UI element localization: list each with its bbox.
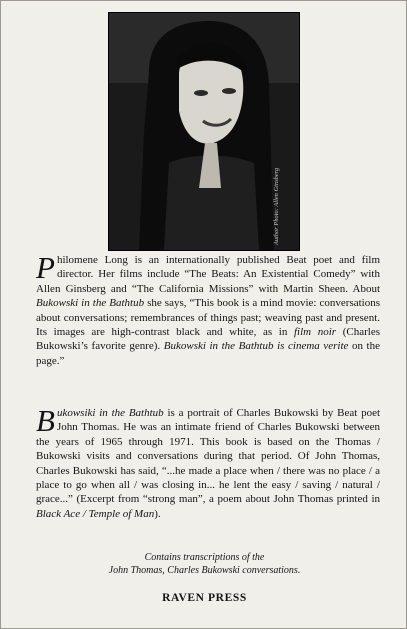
bio-title-2: Bukowski in the Bathtub bbox=[163, 340, 274, 353]
about-source: Black Ace / Temple of Man bbox=[36, 507, 155, 520]
author-photo bbox=[108, 12, 300, 251]
publisher-name: RAVEN PRESS bbox=[162, 592, 247, 604]
about-body: is a portrait of Charles Bukowski by Beat poet John Thomas. He was an intimate friend of Charles Bukowski between the years of 1965 through 1971. This book is based on the Thomas / Bukowski visits and conversations during that period. Of John Thomas, Charles Bukowski has said, “...he made a place when / there was no place / a place to go when all / was closing in... he lent the easy / saving / natural / grace...” (Excerpt from “strong man”, a poem about John Thomas printed in bbox=[36, 407, 381, 506]
contents-line-2: John Thomas, Charles Bukowski conversations. bbox=[108, 565, 301, 576]
bio-title-1: Bukowski in the Bathtub bbox=[36, 297, 145, 310]
bio-mid-2: (Charles Bukowski’s favorite genre). bbox=[36, 326, 380, 353]
bio-end: on the page.” bbox=[36, 340, 380, 367]
photo-credit: Author Photo: Allen Ginsberg bbox=[273, 167, 280, 245]
contents-note bbox=[21, 551, 388, 577]
author-bio bbox=[36, 250, 380, 368]
bio-is: is bbox=[273, 340, 288, 353]
bio-dropcap: P bbox=[36, 250, 55, 285]
book-description bbox=[36, 403, 381, 521]
about-lead: ukowsiki in the Bathtub bbox=[56, 407, 164, 419]
contents-line-1: Contains transcriptions of the bbox=[144, 552, 265, 563]
about-end: ). bbox=[154, 507, 161, 520]
bio-cinema-verite: cinema verite bbox=[288, 340, 349, 353]
bio-lead: hilomene Long is an internationally published Beat poet and film director. Her films include “The Beats: An Existential Comedy” with Allen Ginsberg and “The California Missions” with Martin Sheen. About bbox=[36, 254, 380, 295]
bio-mid: she says, “This book is a mind movie: conversations about conversations; remembrances of things past; weaving past and present. Its images are high-contrast black and white, as in bbox=[36, 297, 380, 339]
about-dropcap: B bbox=[36, 403, 55, 438]
bio-film-noir: film noir bbox=[294, 326, 337, 339]
